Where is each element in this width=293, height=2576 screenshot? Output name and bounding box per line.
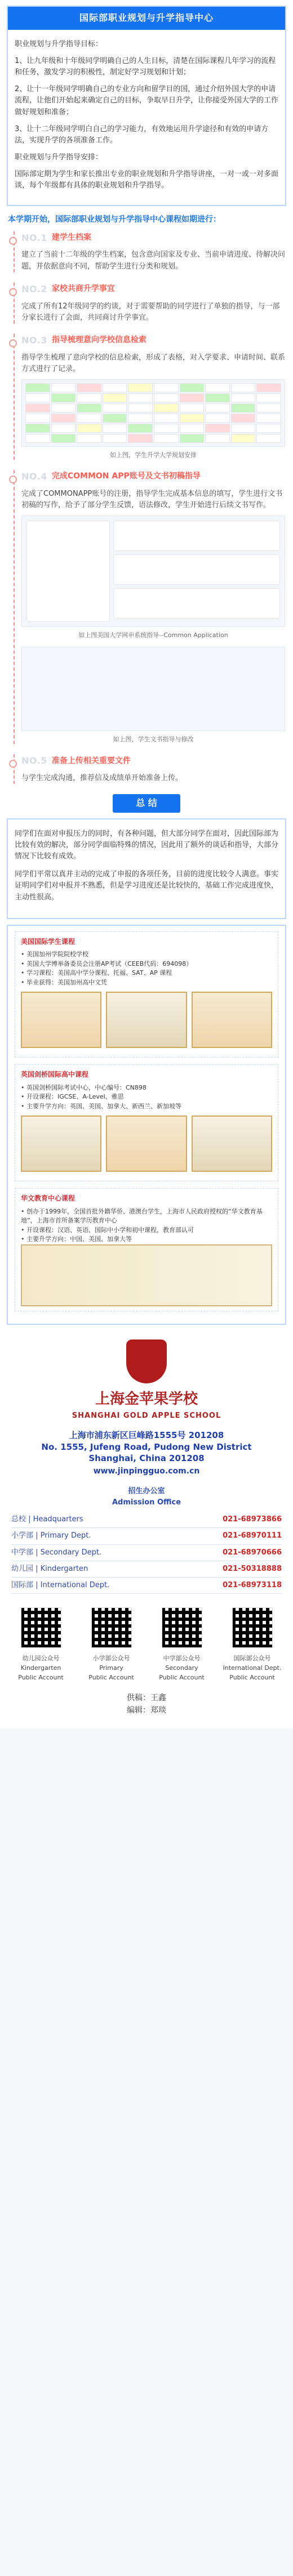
dept-name: 国际部 | International Dept. — [11, 1580, 110, 1589]
objective-item-2: 2、让十一年级同学明确自己的专业方向和留学目的国，通过介绍外国大学的申请流程，让他们开始起来确定自己的目标，争取早日升学，让你接受外国大学的工作做好规划和准备； — [15, 85, 279, 117]
section-number: NO.3 — [21, 334, 47, 346]
section-text: 建立了当前十二年级的学生档案，包含意向国家及专业、当前申请进度、待解决问题，并依据意向不同，帮助学生进行分类和规划。 — [21, 250, 286, 271]
school-logo — [0, 1330, 293, 1424]
arrangement-heading: 职业规划与升学指导安排： — [15, 153, 103, 162]
program-title: 英国剑桥国际高中课程 — [21, 1070, 89, 1079]
arrangement-text: 国际部定期为学生和家长推出专业的职业规划和升学指导讲座，一对一或一对多面谈，每个年级都有具体的职业规划和升学指导。 — [15, 170, 279, 190]
section-number: NO.1 — [21, 232, 47, 243]
phone-number[interactable]: 021-68973118 — [223, 1580, 282, 1589]
school-emblem-icon — [126, 1339, 167, 1383]
editor-credit: 编辑：郑琰 — [127, 1705, 166, 1715]
certificate-image — [192, 1115, 272, 1172]
spreadsheet-mock — [22, 380, 285, 446]
program-item: • 美国大学博举备委员会注册AP考试（CEEB代码：694098） — [21, 960, 272, 969]
phone-number[interactable]: 021-68970666 — [223, 1548, 282, 1557]
dept-name: 幼儿园 | Kindergarten — [11, 1564, 88, 1573]
address-en-line-2: Shanghai, China 201208 — [88, 1453, 205, 1463]
dept-name: 总校 | Headquarters — [11, 1515, 83, 1524]
qr-code-icon — [159, 1605, 205, 1650]
program-us — [15, 931, 278, 1058]
contact-row — [11, 1545, 282, 1561]
certificate-image — [21, 992, 101, 1048]
plaque-image — [21, 1244, 272, 1306]
program-cn — [15, 1188, 278, 1311]
section-caption-1: 如上图美国大学网申系统指导--Common Application — [78, 631, 228, 639]
section-text: 完成了所有12年级同学的约谈，对于需要帮助的同学进行了单独的指导，与一部分家长进行了会面，共同商讨升学事宜。 — [21, 302, 280, 322]
dept-name: 中学部 | Secondary Dept. — [11, 1548, 102, 1557]
certificate-image — [21, 1115, 101, 1172]
timeline-dot — [9, 288, 17, 296]
qr-label: 幼儿园公众号 Kindergarten Public Account — [18, 1655, 64, 1682]
qr-item[interactable] — [9, 1605, 73, 1682]
timeline-dot — [9, 237, 17, 245]
address-en-line-1: No. 1555, Jufeng Road, Pudong New District — [41, 1441, 252, 1452]
section-1 — [14, 231, 285, 272]
summary-paragraph-2: 同学们平常以真并主动的完成了申报的各项任务，目前的进度比较令人满意。事实证明同学们对申报并不熟悉，但是学习进度还是比较快的，基础工作完成进度快，主动性很高。 — [15, 870, 279, 902]
program-item: • 英国剑桥国际考试中心，中心编号：CN898 — [21, 1083, 272, 1093]
section-2 — [14, 283, 285, 324]
phone-number[interactable]: 021-68973866 — [223, 1515, 282, 1524]
objective-item-1: 1、让九年级和十年级同学明确自己的人生目标，清楚在国际课程几年学习的流程和任务，激发学习的积极性，制定好学习规划和计划； — [15, 56, 276, 77]
section-title: 建学生档案 — [51, 233, 91, 243]
app-ui-mock — [22, 516, 285, 626]
essay-guidance-image — [21, 647, 285, 731]
section-4 — [14, 470, 285, 744]
common-app-screenshot — [21, 516, 285, 627]
section-caption-2: 如上图，学生文书指导与修改 — [113, 736, 194, 743]
dept-name: 小学部 | Primary Dept. — [11, 1531, 91, 1540]
contact-row — [11, 1578, 282, 1594]
section-number: NO.2 — [21, 283, 47, 294]
program-certificates — [21, 1115, 272, 1172]
summary-card — [7, 818, 286, 919]
program-title: 美国国际学生课程 — [21, 937, 76, 946]
program-item: • 主要升学方向：英国、美国、加拿大、新西兰、新加坡等 — [21, 1102, 272, 1112]
phone-number[interactable]: 021-50318888 — [223, 1564, 282, 1573]
section-title: 完成COMMON APP账号及文书初稿指导 — [51, 472, 201, 481]
section-text: 完成了COMMONAPP账号的注册，指导学生完成基本信息的填写，学生进行文书初稿的写作，给予了部分学生反馈，语法修改，学生开始进行后续文书写作。 — [21, 489, 283, 509]
objectives-card — [7, 6, 286, 206]
section-title: 准备上传相关重要文件 — [51, 756, 131, 765]
program-certificates — [21, 992, 272, 1048]
school-address — [9, 1430, 284, 1477]
supply-credit: 供稿：王鑫 — [127, 1694, 166, 1703]
contact-row — [11, 1528, 282, 1544]
section-3 — [14, 334, 285, 460]
qr-item[interactable] — [150, 1605, 214, 1682]
admission-contacts — [11, 1486, 282, 1594]
credits — [0, 1692, 293, 1717]
section-caption: 如上图，学生升学大学规划安排 — [110, 451, 197, 459]
qr-label: 中学部公众号 Secondary Public Account — [159, 1655, 205, 1682]
program-uk — [15, 1064, 278, 1181]
timeline-dot — [9, 760, 17, 768]
website-link[interactable]: www.jinpingguo.com.cn — [93, 1467, 200, 1476]
contact-title — [11, 1486, 282, 1508]
summary-paragraph-1: 同学们在面对申报压力的同时，有各种问题，但大部分同学在面对，因此国际部为比较有效的解决，部分同学面临特殊的情况，因此用了额外的谈话和指导，大部分情况下比较有成效。 — [15, 829, 279, 861]
section-number: NO.4 — [21, 471, 47, 482]
summary-label: 总 结 — [113, 794, 180, 813]
program-item: • 创办于1999年，全国首批外籍华侨、港澳台学生，上海市人民政府授权的“华文教育基地”，上海市首所备案学历教育中心 — [21, 1207, 272, 1226]
program-item: • 毕业获得：美国加州高中文凭 — [21, 978, 272, 988]
address-cn: 上海市浦东新区巨峰路1555号 201208 — [69, 1430, 224, 1441]
program-item: • 主要升学方向：中国、美国、加拿大等 — [21, 1235, 272, 1244]
section-5 — [14, 754, 285, 784]
qr-codes — [9, 1605, 284, 1682]
section-text: 指导学生梳理了意向学校的信息检索，形成了表格，对入学要求、申请时间、联系方式进行了记录。 — [21, 353, 286, 373]
header-title: 国际部职业规划与升学指导中心 — [8, 7, 285, 30]
contact-title-cn: 招生办公室 — [128, 1487, 165, 1496]
certificate-image — [106, 992, 187, 1048]
section-text: 与学生完成沟通，推荐信及成绩单开始准备上传。 — [21, 773, 183, 782]
planning-table-image — [21, 379, 285, 447]
qr-item[interactable] — [79, 1605, 143, 1682]
school-name-cn: 上海金苹果学校 — [95, 1390, 198, 1408]
contact-row — [11, 1512, 282, 1528]
objectives-heading: 职业规划与升学指导目标： — [15, 39, 103, 48]
timeline-dot — [9, 476, 17, 483]
timeline-dot — [9, 339, 17, 347]
objective-item-3: 3、让十二年级同学明白自己的学习能力，有效地运用升学途径和有效的申请方法，实现升学的各项准备工作。 — [15, 124, 269, 145]
section-number: NO.5 — [21, 755, 47, 767]
qr-code-icon — [19, 1605, 64, 1650]
qr-code-icon — [230, 1605, 275, 1650]
qr-label: 小学部公众号 Primary Public Account — [88, 1655, 134, 1682]
school-name-en: SHANGHAI GOLD APPLE SCHOOL — [72, 1412, 221, 1421]
program-item: • 美国加州学院院校学校 — [21, 950, 272, 960]
contact-title-en: Admission Office — [112, 1498, 181, 1507]
section-title: 家校共商升学事宜 — [51, 284, 115, 294]
semester-subtitle: 本学期开始，国际部职业规划与升学指导中心课程如期进行： — [8, 215, 221, 225]
certificate-image — [106, 1115, 187, 1172]
programs-card — [7, 925, 286, 1325]
qr-label: 国际部公众号 International Dept. Public Account — [223, 1655, 282, 1682]
program-item: • 开设课程：汉语、英语、国际中小学和初中课程，教育部认可 — [21, 1226, 272, 1235]
phone-number[interactable]: 021-68970111 — [223, 1531, 282, 1540]
program-item: • 开设课程：IGCSE、A-Level、雅思 — [21, 1092, 272, 1102]
qr-code-icon — [89, 1605, 134, 1650]
contact-row — [11, 1561, 282, 1578]
program-item: • 学习课程：美国高中学分课程、托福、SAT、AP 课程 — [21, 969, 272, 978]
certificate-image — [192, 992, 272, 1048]
section-title: 指导梳理意向学校信息检索 — [51, 335, 146, 345]
program-title: 华文教育中心课程 — [21, 1194, 76, 1203]
qr-item[interactable] — [220, 1605, 284, 1682]
